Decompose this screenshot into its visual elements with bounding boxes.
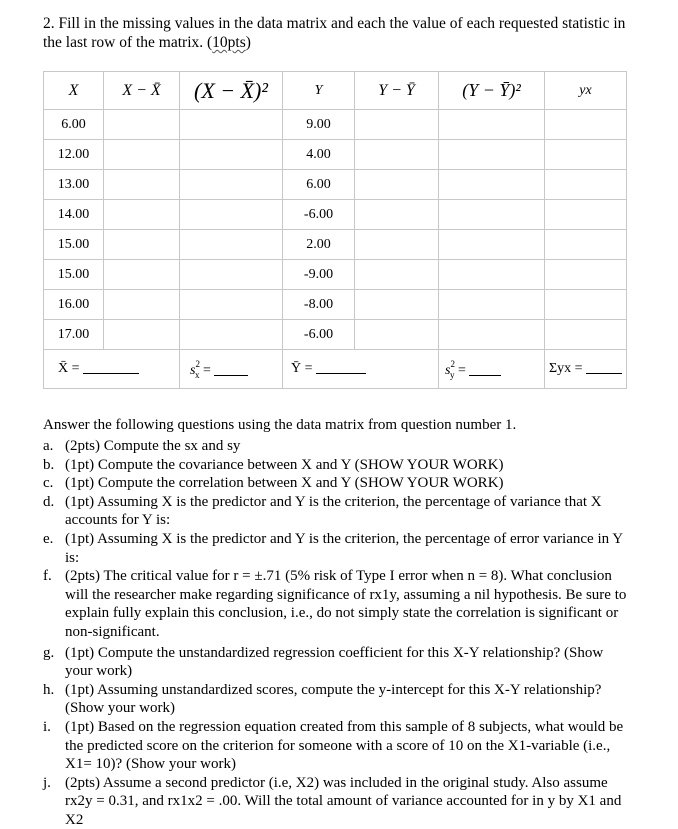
blank-cell[interactable] bbox=[180, 170, 283, 200]
blank-cell[interactable] bbox=[180, 230, 283, 260]
item-letter: e. bbox=[43, 530, 54, 547]
blank-cell[interactable] bbox=[355, 320, 439, 350]
y-value-cell: -8.00 bbox=[283, 290, 355, 320]
header-yx: yx bbox=[545, 72, 627, 110]
item-letter: h. bbox=[43, 681, 55, 698]
blank-cell[interactable] bbox=[355, 230, 439, 260]
blank-cell[interactable] bbox=[439, 170, 545, 200]
item-text: (1pt) Based on the regression equation created from this sample of 8 subjects, what would be the predicted score on the criterion for someone with a score of 10 on the X1-variable (i.e., X1= 10)? (Show your work) bbox=[65, 718, 624, 773]
blank-cell[interactable] bbox=[439, 290, 545, 320]
table-row bbox=[44, 230, 627, 260]
question-title: 2. Fill in the missing values in the data matrix and each the value of each requested statistic in the last row of the matrix. (10pts) bbox=[43, 15, 626, 51]
table-row bbox=[44, 260, 627, 290]
item-letter: c. bbox=[43, 475, 54, 492]
table-row bbox=[44, 200, 627, 230]
blank-cell[interactable] bbox=[439, 230, 545, 260]
x-value-cell: 15.00 bbox=[44, 260, 104, 290]
summary-row bbox=[44, 350, 627, 389]
y-value-cell: -6.00 bbox=[283, 320, 355, 350]
sum-yx-cell[interactable]: Σyx = bbox=[545, 350, 627, 389]
x-mean-cell[interactable]: X̄ = bbox=[44, 350, 180, 389]
sy2-cell[interactable]: $s^2_y$ = bbox=[439, 350, 545, 389]
list-item bbox=[43, 530, 628, 567]
blank-cell[interactable] bbox=[439, 260, 545, 290]
blank-cell[interactable] bbox=[355, 260, 439, 290]
blank-cell[interactable] bbox=[180, 290, 283, 320]
blank-cell[interactable] bbox=[355, 110, 439, 140]
item-letter: j. bbox=[43, 774, 51, 791]
y-mean-cell[interactable]: Ȳ = bbox=[283, 350, 439, 389]
blank-cell[interactable] bbox=[545, 140, 627, 170]
item-text: (2pts) Assume a second predictor (i.e, X2) was included in the original study. Also assume rx2y = 0.31, and rx1x2 = .00. Will the total amount of variance accounted for in y by X1 and X2 bbox=[65, 774, 622, 828]
list-item bbox=[43, 474, 628, 493]
item-text: (1pt) Assuming X is the predictor and Y is the criterion, the percentage of error variance in Y is: bbox=[65, 530, 623, 566]
blank-cell[interactable] bbox=[545, 230, 627, 260]
list-item bbox=[43, 437, 628, 456]
y-value-cell: 2.00 bbox=[283, 230, 355, 260]
matrix-header-row bbox=[44, 72, 627, 110]
blank-cell[interactable] bbox=[104, 320, 180, 350]
header-x-dev-sq: (X − X̄)² bbox=[180, 72, 283, 110]
item-letter: d. bbox=[43, 493, 55, 510]
item-letter: i. bbox=[43, 718, 51, 735]
item-text: (2pts) The critical value for r = ±.71 (5% risk of Type I error when n = 8). What conclusion will the researcher make regarding significance of rx1y, assuming a nil hypothesis. Be sure to explain fully explain this conclusion, i.e., do not simply state the correlation is significant or non-significant. bbox=[65, 568, 627, 640]
data-matrix bbox=[43, 71, 627, 389]
table-row bbox=[44, 140, 627, 170]
item-text: (1pt) Assuming unstandardized scores, compute the y-intercept for this X-Y relationship? (Show your work) bbox=[65, 681, 602, 717]
blank-cell[interactable] bbox=[545, 110, 627, 140]
y-value-cell: 9.00 bbox=[283, 110, 355, 140]
list-item bbox=[43, 774, 628, 829]
blank-cell[interactable] bbox=[545, 290, 627, 320]
blank-cell[interactable] bbox=[355, 140, 439, 170]
header-x-dev: X − X̄ bbox=[104, 72, 180, 110]
points-label: 10pts bbox=[212, 34, 246, 51]
y-value-cell: -6.00 bbox=[283, 200, 355, 230]
list-item bbox=[43, 681, 628, 718]
blank-cell[interactable] bbox=[545, 170, 627, 200]
x-value-cell: 16.00 bbox=[44, 290, 104, 320]
item-text: (1pt) Assuming X is the predictor and Y is the criterion, the percentage of variance that X accounts for Y is: bbox=[65, 493, 602, 529]
blank-cell[interactable] bbox=[104, 140, 180, 170]
blank-cell[interactable] bbox=[104, 200, 180, 230]
x-value-cell: 6.00 bbox=[44, 110, 104, 140]
x-value-cell: 12.00 bbox=[44, 140, 104, 170]
table-row bbox=[44, 110, 627, 140]
x-value-cell: 15.00 bbox=[44, 230, 104, 260]
blank-cell[interactable] bbox=[104, 230, 180, 260]
list-item bbox=[43, 456, 628, 475]
x-value-cell: 13.00 bbox=[44, 170, 104, 200]
blank-cell[interactable] bbox=[180, 140, 283, 170]
blank-cell[interactable] bbox=[104, 110, 180, 140]
header-y-dev-sq: (Y − Ȳ)² bbox=[439, 72, 545, 110]
y-value-cell: 4.00 bbox=[283, 140, 355, 170]
header-y-dev: Y − Ȳ bbox=[355, 72, 439, 110]
item-letter: f. bbox=[43, 568, 52, 585]
list-item bbox=[43, 644, 628, 681]
blank-cell[interactable] bbox=[439, 320, 545, 350]
blank-cell[interactable] bbox=[104, 260, 180, 290]
item-letter: a. bbox=[43, 438, 54, 454]
blank-cell[interactable] bbox=[104, 170, 180, 200]
item-text: (1pt) Compute the unstandardized regression coefficient for this X-Y relationship? (Show your work) bbox=[65, 644, 604, 680]
blank-cell[interactable] bbox=[545, 260, 627, 290]
item-letter: b. bbox=[43, 456, 55, 473]
instructions: Answer the following questions using the data matrix from question number 1. bbox=[43, 417, 517, 433]
table-row bbox=[44, 290, 627, 320]
list-item bbox=[43, 718, 628, 774]
item-text: (1pt) Compute the covariance between X and Y (SHOW YOUR WORK) bbox=[65, 456, 504, 473]
blank-cell[interactable] bbox=[180, 200, 283, 230]
blank-cell[interactable] bbox=[180, 110, 283, 140]
blank-cell[interactable] bbox=[355, 200, 439, 230]
question-list bbox=[43, 437, 628, 829]
x-value-cell: 14.00 bbox=[44, 200, 104, 230]
blank-cell[interactable] bbox=[180, 260, 283, 290]
item-letter: g. bbox=[43, 644, 55, 661]
header-x: X bbox=[44, 72, 104, 110]
sx2-cell[interactable]: $s^2_x$ = bbox=[180, 350, 283, 389]
table-row bbox=[44, 320, 627, 350]
blank-cell[interactable] bbox=[545, 320, 627, 350]
blank-cell[interactable] bbox=[355, 290, 439, 320]
table-row bbox=[44, 170, 627, 200]
item-text: (2pts) Compute the sx and sy bbox=[65, 438, 241, 454]
y-value-cell: -9.00 bbox=[283, 260, 355, 290]
blank-cell[interactable] bbox=[439, 200, 545, 230]
header-y: Y bbox=[283, 72, 355, 110]
item-text: (1pt) Compute the correlation between X and Y (SHOW YOUR WORK) bbox=[65, 475, 504, 492]
blank-cell[interactable] bbox=[355, 170, 439, 200]
list-item bbox=[43, 567, 628, 641]
blank-cell[interactable] bbox=[439, 140, 545, 170]
blank-cell[interactable] bbox=[545, 200, 627, 230]
blank-cell[interactable] bbox=[104, 290, 180, 320]
list-item bbox=[43, 493, 628, 530]
blank-cell[interactable] bbox=[439, 110, 545, 140]
y-value-cell: 6.00 bbox=[283, 170, 355, 200]
blank-cell[interactable] bbox=[180, 320, 283, 350]
x-value-cell: 17.00 bbox=[44, 320, 104, 350]
